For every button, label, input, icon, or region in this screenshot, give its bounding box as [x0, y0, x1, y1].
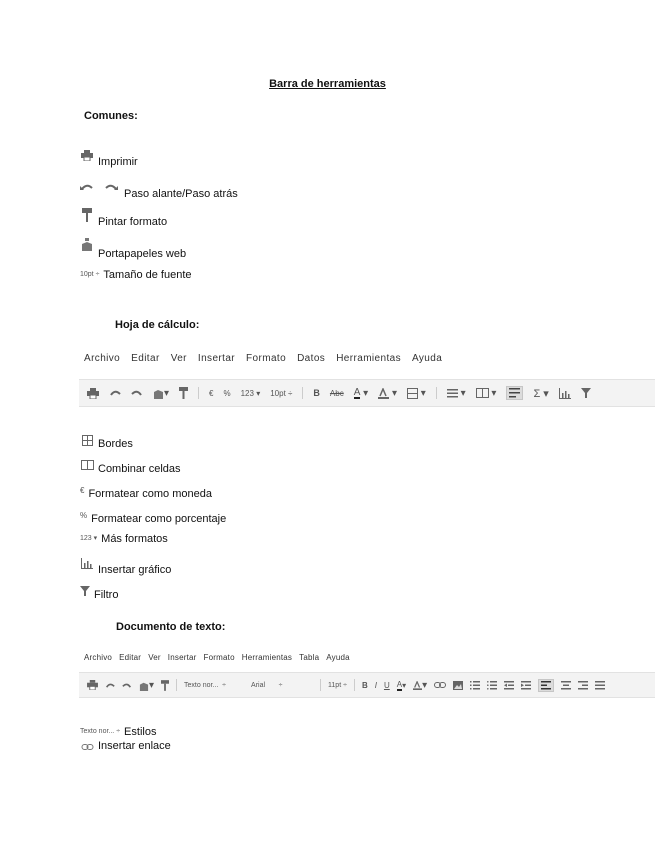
redo-icon[interactable]	[131, 389, 143, 397]
more-formats-button[interactable]: 123 ▾	[240, 388, 261, 398]
filter-icon[interactable]	[581, 388, 591, 398]
italic-button[interactable]: I	[374, 680, 377, 690]
menu-item-archivo[interactable]: Archivo	[84, 353, 121, 364]
filter-icon	[80, 584, 90, 598]
insert-image-icon[interactable]	[453, 681, 463, 690]
menu-item-archivo[interactable]: Archivo	[84, 653, 113, 662]
menu-item-herramientas[interactable]: Herramientas	[336, 353, 402, 364]
menu-item-datos[interactable]: Datos	[297, 353, 326, 364]
item-label: Formatear como porcentaje	[91, 513, 227, 525]
page-title: Barra de herramientas	[269, 78, 386, 90]
spreadsheet-item-filter	[80, 584, 119, 601]
common-item-undo-redo	[80, 180, 238, 200]
paint-format-icon[interactable]	[179, 387, 188, 399]
item-label: Combinar celdas	[98, 463, 181, 475]
item-label: Bordes	[98, 438, 133, 450]
item-label: Filtro	[94, 589, 119, 601]
menu-item-editar[interactable]: Editar	[119, 653, 142, 662]
item-label: Insertar enlace	[98, 740, 171, 752]
toolbar-divider	[320, 679, 321, 691]
item-label: Tamaño de fuente	[103, 269, 192, 281]
menu-item-ayuda[interactable]: Ayuda	[412, 353, 443, 364]
toolbar-divider	[176, 679, 177, 691]
common-item-paint-format	[80, 208, 168, 228]
menu-item-editar[interactable]: Editar	[131, 353, 160, 364]
spreadsheet-item-more-formats	[80, 530, 168, 545]
document-toolbar	[79, 672, 655, 698]
document-item-styles	[80, 723, 157, 738]
currency-button[interactable]: €	[209, 388, 214, 398]
insert-chart-icon[interactable]	[559, 388, 571, 399]
currency-icon: €	[80, 486, 85, 495]
percent-icon: %	[80, 511, 88, 520]
item-label: Estilos	[124, 726, 157, 738]
menu-item-insertar[interactable]: Insertar	[197, 353, 236, 364]
common-item-web-clipboard	[80, 238, 187, 260]
link-icon	[80, 742, 94, 752]
spreadsheet-item-borders	[80, 433, 133, 450]
item-label: Paso alante/Paso atrás	[124, 188, 238, 200]
merge-cells-icon[interactable]: ▾	[476, 388, 497, 399]
numbered-list-icon[interactable]	[470, 681, 480, 690]
sum-icon[interactable]: Σ ▾	[533, 387, 549, 400]
undo-redo-icon	[80, 180, 120, 194]
link-icon[interactable]	[434, 682, 446, 688]
text-color-button[interactable]: A ▾	[396, 679, 407, 690]
align-left-icon[interactable]	[538, 679, 554, 692]
font-size-select: 10pt ÷	[80, 271, 100, 278]
item-label: Formatear como moneda	[88, 488, 212, 500]
web-clipboard-icon	[80, 238, 94, 252]
style-select[interactable]: Texto nor... ÷	[184, 681, 227, 689]
document-menubar	[84, 653, 350, 662]
web-clipboard-icon[interactable]: ▾	[139, 680, 154, 691]
item-label: Imprimir	[98, 156, 138, 168]
font-select[interactable]: Arial ÷	[251, 681, 283, 689]
align-icon[interactable]: ▾	[447, 388, 466, 399]
spreadsheet-item-currency	[80, 483, 212, 500]
font-size-select[interactable]: 10pt ÷	[270, 388, 293, 398]
toolbar-divider	[198, 387, 199, 399]
undo-icon[interactable]	[109, 389, 121, 397]
undo-icon[interactable]	[105, 682, 115, 689]
toolbar-divider	[436, 387, 437, 399]
styles-select: Texto nor... ÷	[80, 728, 121, 735]
web-clipboard-icon[interactable]: ▾	[153, 387, 169, 399]
percent-button[interactable]: %	[223, 388, 231, 398]
paint-format-icon[interactable]	[161, 680, 169, 691]
spreadsheet-item-insert-chart	[80, 556, 172, 576]
item-label: Portapapeles web	[98, 248, 187, 260]
print-icon	[80, 148, 94, 162]
insert-chart-icon	[80, 556, 94, 570]
toolbar-divider	[302, 387, 303, 399]
spreadsheet-toolbar	[79, 379, 655, 407]
menu-item-insertar[interactable]: Insertar	[167, 653, 197, 662]
redo-icon[interactable]	[122, 682, 132, 689]
underline-button[interactable]: U	[383, 680, 390, 690]
common-heading: Comunes:	[84, 110, 138, 122]
borders-icon[interactable]: ▾	[407, 388, 426, 399]
borders-icon	[80, 433, 94, 447]
more-formats-icon: 123 ▾	[80, 535, 98, 542]
align-center-icon[interactable]	[561, 681, 571, 690]
paint-format-icon	[80, 208, 94, 222]
bulleted-list-icon[interactable]	[487, 681, 497, 690]
align-right-icon[interactable]	[578, 681, 588, 690]
spreadsheet-item-merge-cells	[80, 458, 181, 475]
item-label: Pintar formato	[98, 216, 168, 228]
text-color-button[interactable]: A ▾	[353, 386, 369, 399]
strikethrough-button[interactable]: Abc	[329, 388, 344, 398]
print-icon[interactable]	[87, 388, 99, 399]
menu-item-ver[interactable]: Ver	[170, 353, 187, 364]
common-item-print	[80, 148, 138, 168]
menu-item-tabla[interactable]: Tabla	[299, 653, 320, 662]
document-heading: Documento de texto:	[116, 621, 226, 633]
menu-item-formato[interactable]: Formato	[246, 353, 287, 364]
spreadsheet-menubar	[84, 353, 442, 364]
wrap-text-icon[interactable]	[506, 386, 523, 400]
menu-item-ayuda[interactable]: Ayuda	[326, 653, 350, 662]
bold-button[interactable]: B	[361, 680, 368, 690]
justify-icon[interactable]	[595, 681, 605, 690]
menu-item-herramientas[interactable]: Herramientas	[241, 653, 293, 662]
merge-cells-icon	[80, 458, 94, 472]
spreadsheet-heading: Hoja de cálculo:	[115, 319, 200, 331]
menu-item-ver[interactable]: Ver	[148, 653, 161, 662]
common-item-font-size	[80, 266, 192, 281]
font-size-select[interactable]: 11pt ÷	[328, 681, 347, 689]
document-item-link	[80, 740, 171, 752]
item-label: Insertar gráfico	[98, 564, 172, 576]
highlight-color-icon[interactable]: ▾	[413, 680, 427, 691]
menu-item-formato[interactable]: Formato	[203, 653, 235, 662]
item-label: Más formatos	[101, 533, 168, 545]
spreadsheet-item-percent	[80, 508, 227, 525]
print-icon[interactable]	[87, 680, 98, 690]
fill-color-icon[interactable]: ▾	[378, 388, 397, 399]
increase-indent-icon[interactable]	[521, 681, 531, 690]
bold-button[interactable]: B	[313, 388, 320, 398]
toolbar-divider	[354, 679, 355, 691]
decrease-indent-icon[interactable]	[504, 681, 514, 690]
